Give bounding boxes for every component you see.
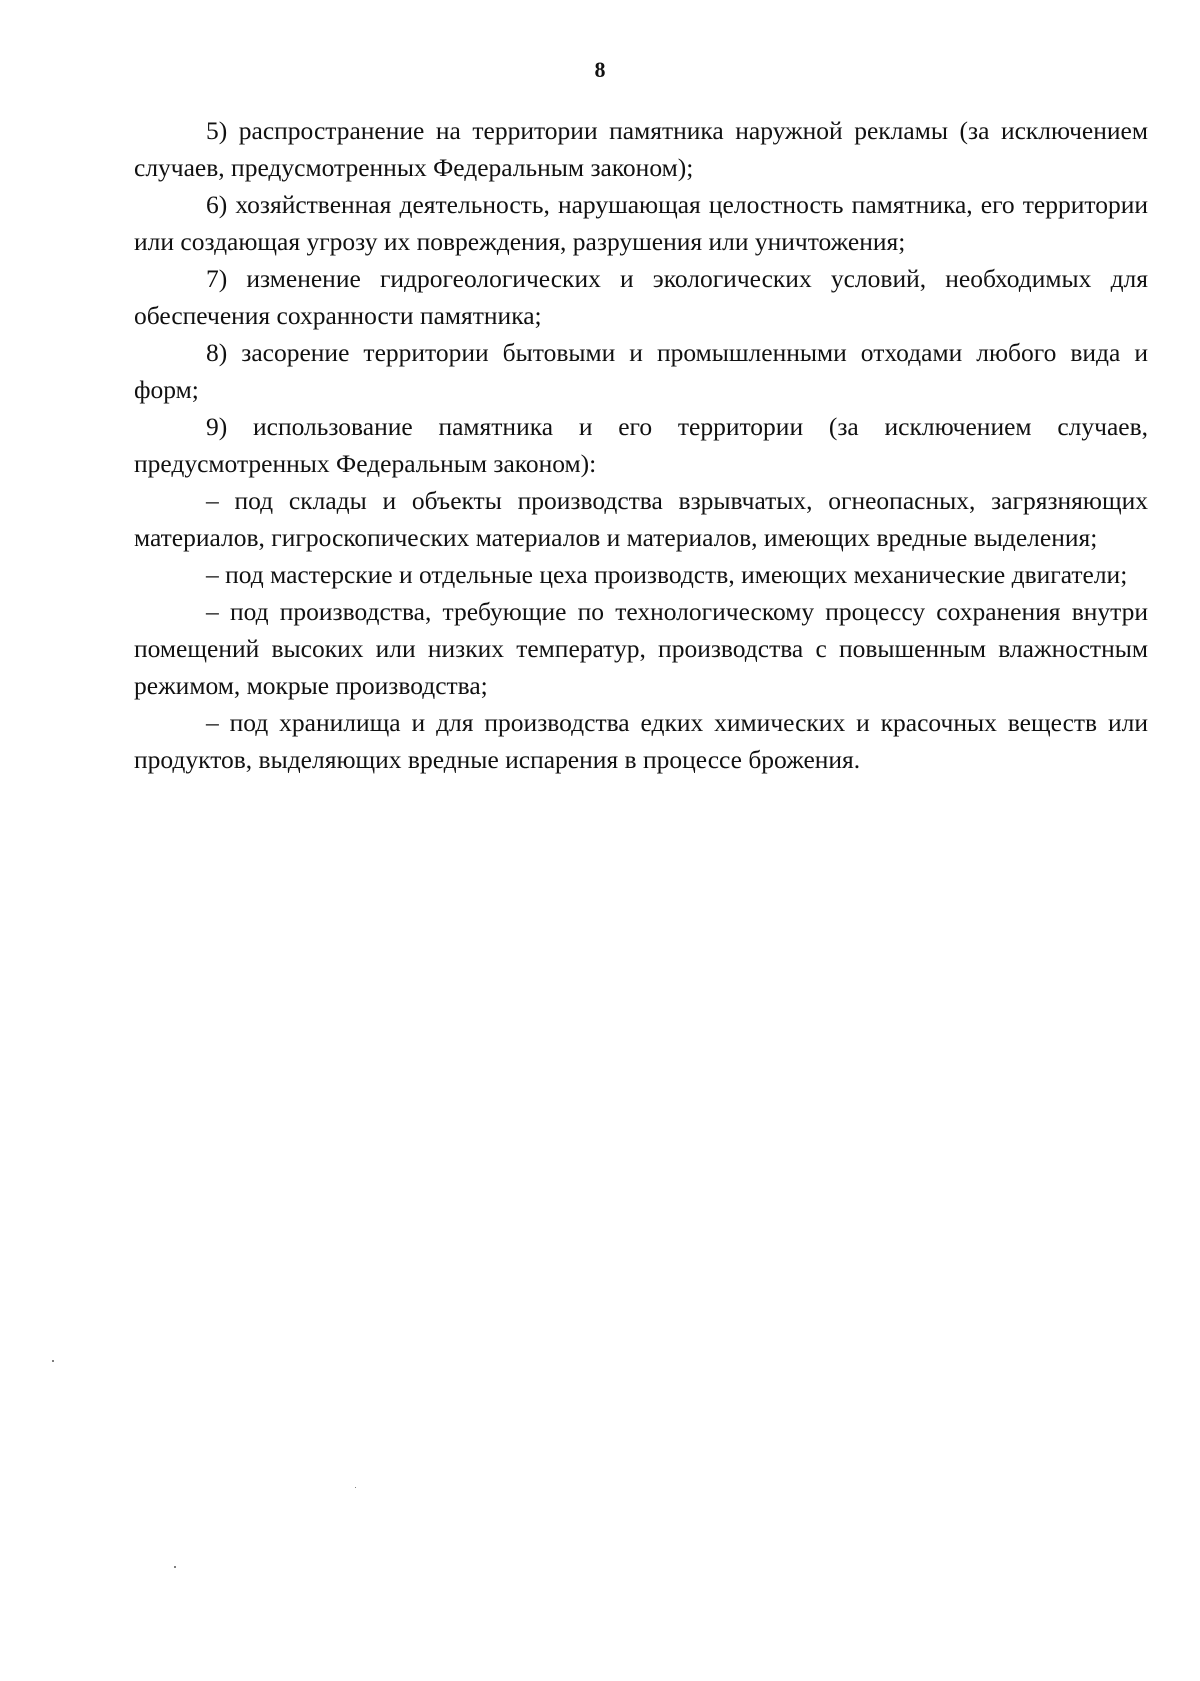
scan-speck [52, 1360, 54, 1362]
paragraph-item-6: 6) хозяйственная деятельность, нарушающая целостность памятника, его территории или создающая угрозу их повреждения, разрушения или уничтожения; [134, 190, 1148, 256]
scan-speck [355, 1487, 356, 1488]
paragraph-dash-warehouses: – под склады и объекты производства взрывчатых, огнеопасных, загрязняющих материалов, гигроскопических материалов и материалов, имеющих вредные выделения; [134, 486, 1148, 552]
scan-speck [174, 1566, 176, 1568]
paragraph-item-8: 8) засорение территории бытовыми и промышленными отходами любого вида и форм; [134, 338, 1148, 404]
paragraph-item-5: 5) распространение на территории памятника наружной рекламы (за исключением случаев, предусмотренных Федеральным законом); [134, 116, 1148, 182]
paragraph-item-9: 9) использование памятника и его территории (за исключением случаев, предусмотренных Федеральным законом): [134, 412, 1148, 478]
document-body [134, 112, 1148, 778]
page-number: 8 [594, 57, 606, 82]
paragraph-item-7: 7) изменение гидрогеологических и экологических условий, необходимых для обеспечения сохранности памятника; [134, 264, 1148, 330]
paragraph-dash-productions: – под производства, требующие по технологическому процессу сохранения внутри помещений высоких или низких температур, производства с повышенным влажностным режимом, мокрые производства; [134, 597, 1148, 700]
paragraph-dash-workshops: – под мастерские и отдельные цеха производств, имеющих механические двигатели; [206, 560, 1128, 589]
paragraph-dash-storage: – под хранилища и для производства едких химических и красочных веществ или продуктов, выделяющих вредные испарения в процессе брожения. [134, 708, 1148, 774]
